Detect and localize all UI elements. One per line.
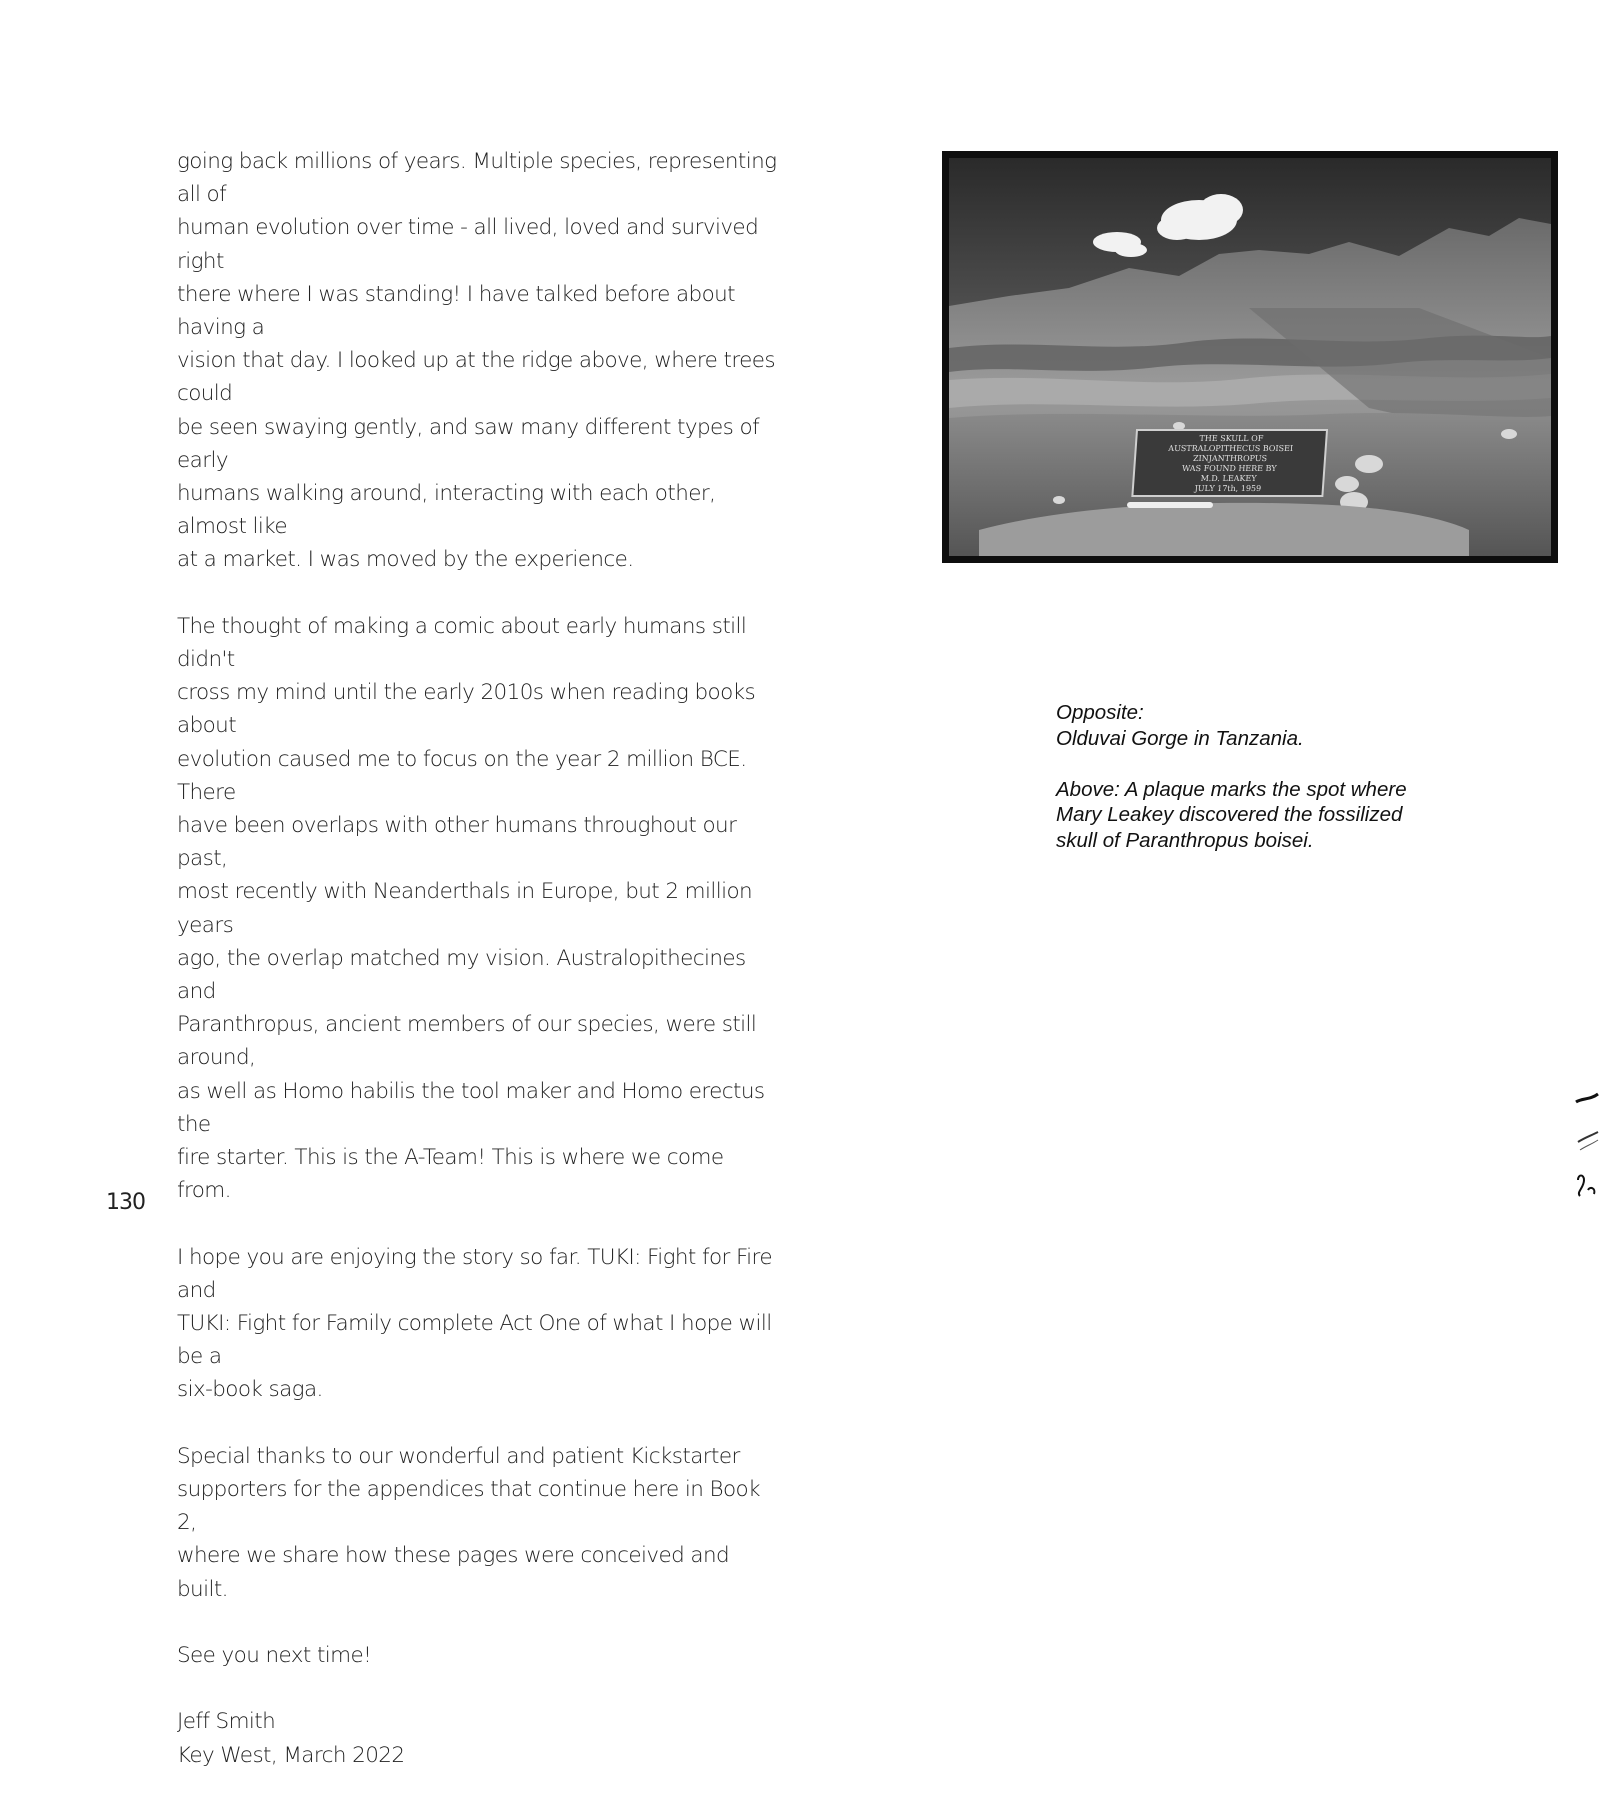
paragraph-farewell: See you next time! [177,1643,372,1669]
plaque-line: WAS FOUND HERE BY [1181,464,1277,473]
photo-caption [1056,700,1456,879]
plaque-line: M.D. LEAKEY [1200,474,1257,483]
body-text [177,145,777,1805]
page-number: 130 [106,1190,145,1215]
caption-above: Above: A plaque marks the spot where Mary Leakey discovered the fossilized skull of Paranthropus boisei. [1056,777,1407,852]
plaque-line: JULY 17th, 1959 [1194,484,1262,493]
paragraph-olduvai-vision: going back millions of years. Multiple species, representing all of human evolution over time - all lived, loved and survived right there where I was standing! I have talked before about having a vision that day. I looked up at the ridge above, where trees could be seen swaying gently, and saw many different types of early humans walking around, interacting with each other, almost like at a market. I was moved by the experience. [177,149,777,573]
paragraph-saga: I hope you are enjoying the story so far. TUKI: Fight for Fire and TUKI: Fight for Family complete Act One of what I hope will be a six-book saga. [177,1244,772,1403]
paragraph-thanks: Special thanks to our wonderful and patient Kickstarter supporters for the appendices that continue here in Book 2, where we share how these pages were conceived and built. [177,1443,760,1602]
paragraph-comic-origin: The thought of making a comic about early humans still didn't cross my mind until the early 2010s when reading books about evolution caused me to focus on the year 2 million BCE. There have been overlaps with other humans throughout our past, most recently with Neanderthals in Europe, but 2 million years ago, the overlap matched my vision. Australopithecines and Paranthropus, ancient members of our species, were still around, as well as Homo habilis the tool maker and Homo erectus the fire starter. This is the A-Team! This is where we come from. [177,613,765,1204]
photo-frame [942,151,1558,563]
plaque-line: AUSTRALOPITHECUS BOISEI [1168,444,1294,453]
caption-opposite: Opposite: Olduvai Gorge in Tanzania. [1056,701,1304,750]
plaque-line: ZINJANTHROPUS [1192,454,1268,463]
olduvai-photo [949,158,1551,556]
plaque [1132,430,1327,496]
signature-block: Jeff Smith Key West, March 2022 [177,1709,405,1768]
edge-artwork-marks [1572,1080,1600,1220]
plaque-line: THE SKULL OF [1199,434,1264,443]
